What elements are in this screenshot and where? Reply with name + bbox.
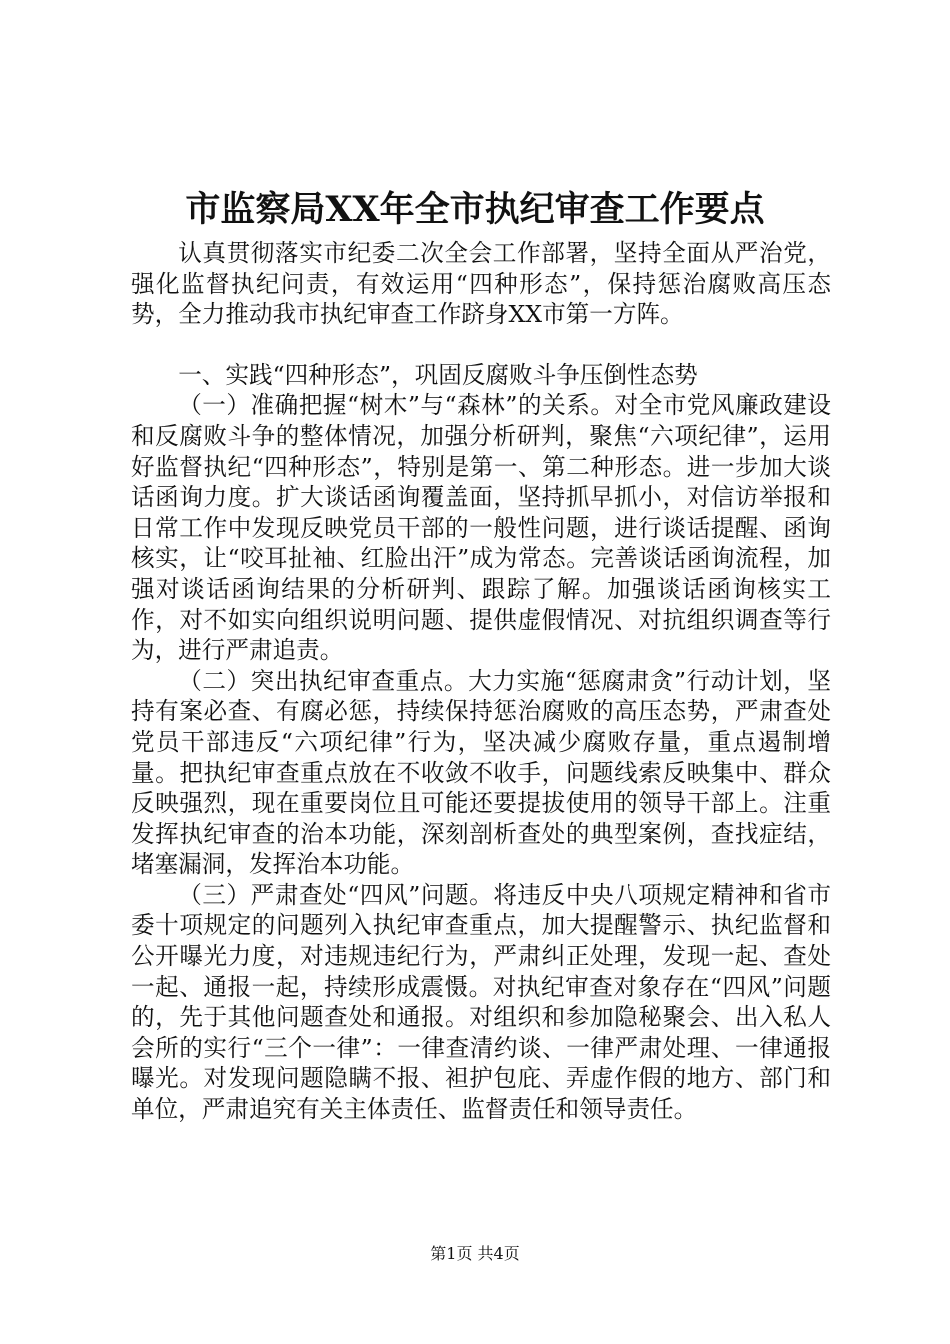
document-title: 市监察局XX年全市执纪审查工作要点 [185, 189, 765, 230]
paragraph-1: （一）准确把握“树木”与“森林”的关系。对全市党风廉政建设和反腐败斗争的整体情况，加强分析研判，聚焦“六项纪律”，运用好监督执纪“四种形态”，特别是第一、第二种形态。进一步加大谈话函询力度。扩大谈话函询覆盖面，坚持抓早抓小，对信访举报和日常工作中发现反映党员干部的一般性问题，进行谈话提醒、函询核实，让“咬耳扯袖、红脸出汗”成为常态。完善谈话函询流程，加强对谈话函询结果的分析研判、跟踪了解。加强谈话函询核实工作，对不如实向组织说明问题、提供虚假情况、对抗组织调查等行为，进行严肃追责。 [131, 391, 831, 665]
page-footer: 第1页 共4页 [430, 1244, 520, 1263]
document-body [131, 238, 831, 1125]
paragraph-2: （二）突出执纪审查重点。大力实施“惩腐肃贪”行动计划，坚持有案必查、有腐必惩，持续保持惩治腐败的高压态势，严肃查处党员干部违反“六项纪律”行为，坚决减少腐败存量，重点遏制增量。把执纪审查重点放在不收敛不收手，问题线索反映集中、群众反映强烈，现在重要岗位且可能还要提拔使用的领导干部上。注重发挥执纪审查的治本功能，深刻剖析查处的典型案例，查找症结，堵塞漏洞，发挥治本功能。 [131, 666, 831, 879]
intro-paragraph: 认真贯彻落实市纪委二次全会工作部署，坚持全面从严治党，强化监督执纪问责，有效运用“四种形态”，保持惩治腐败高压态势，全力推动我市执纪审查工作跻身XX市第一方阵。 [131, 239, 831, 329]
paragraph-3: （三）严肃查处“四风”问题。将违反中央八项规定精神和省市委十项规定的问题列入执纪审查重点，加大提醒警示、执纪监督和公开曝光力度，对违规违纪行为，严肃纠正处理，发现一起、查处一起、通报一起，持续形成震慑。对执纪审查对象存在“四风”问题的，先于其他问题查处和通报。对组织和参加隐秘聚会、出入私人会所的实行“三个一律”：一律查清约谈、一律严肃处理、一律通报曝光。对发现问题隐瞒不报、袒护包庇、弄虚作假的地方、部门和单位，严肃追究有关主体责任、监督责任和领导责任。 [131, 880, 831, 1124]
section-heading: 一、实践“四种形态”，巩固反腐败斗争压倒性态势 [178, 360, 698, 389]
paragraph-spacer [131, 330, 831, 360]
